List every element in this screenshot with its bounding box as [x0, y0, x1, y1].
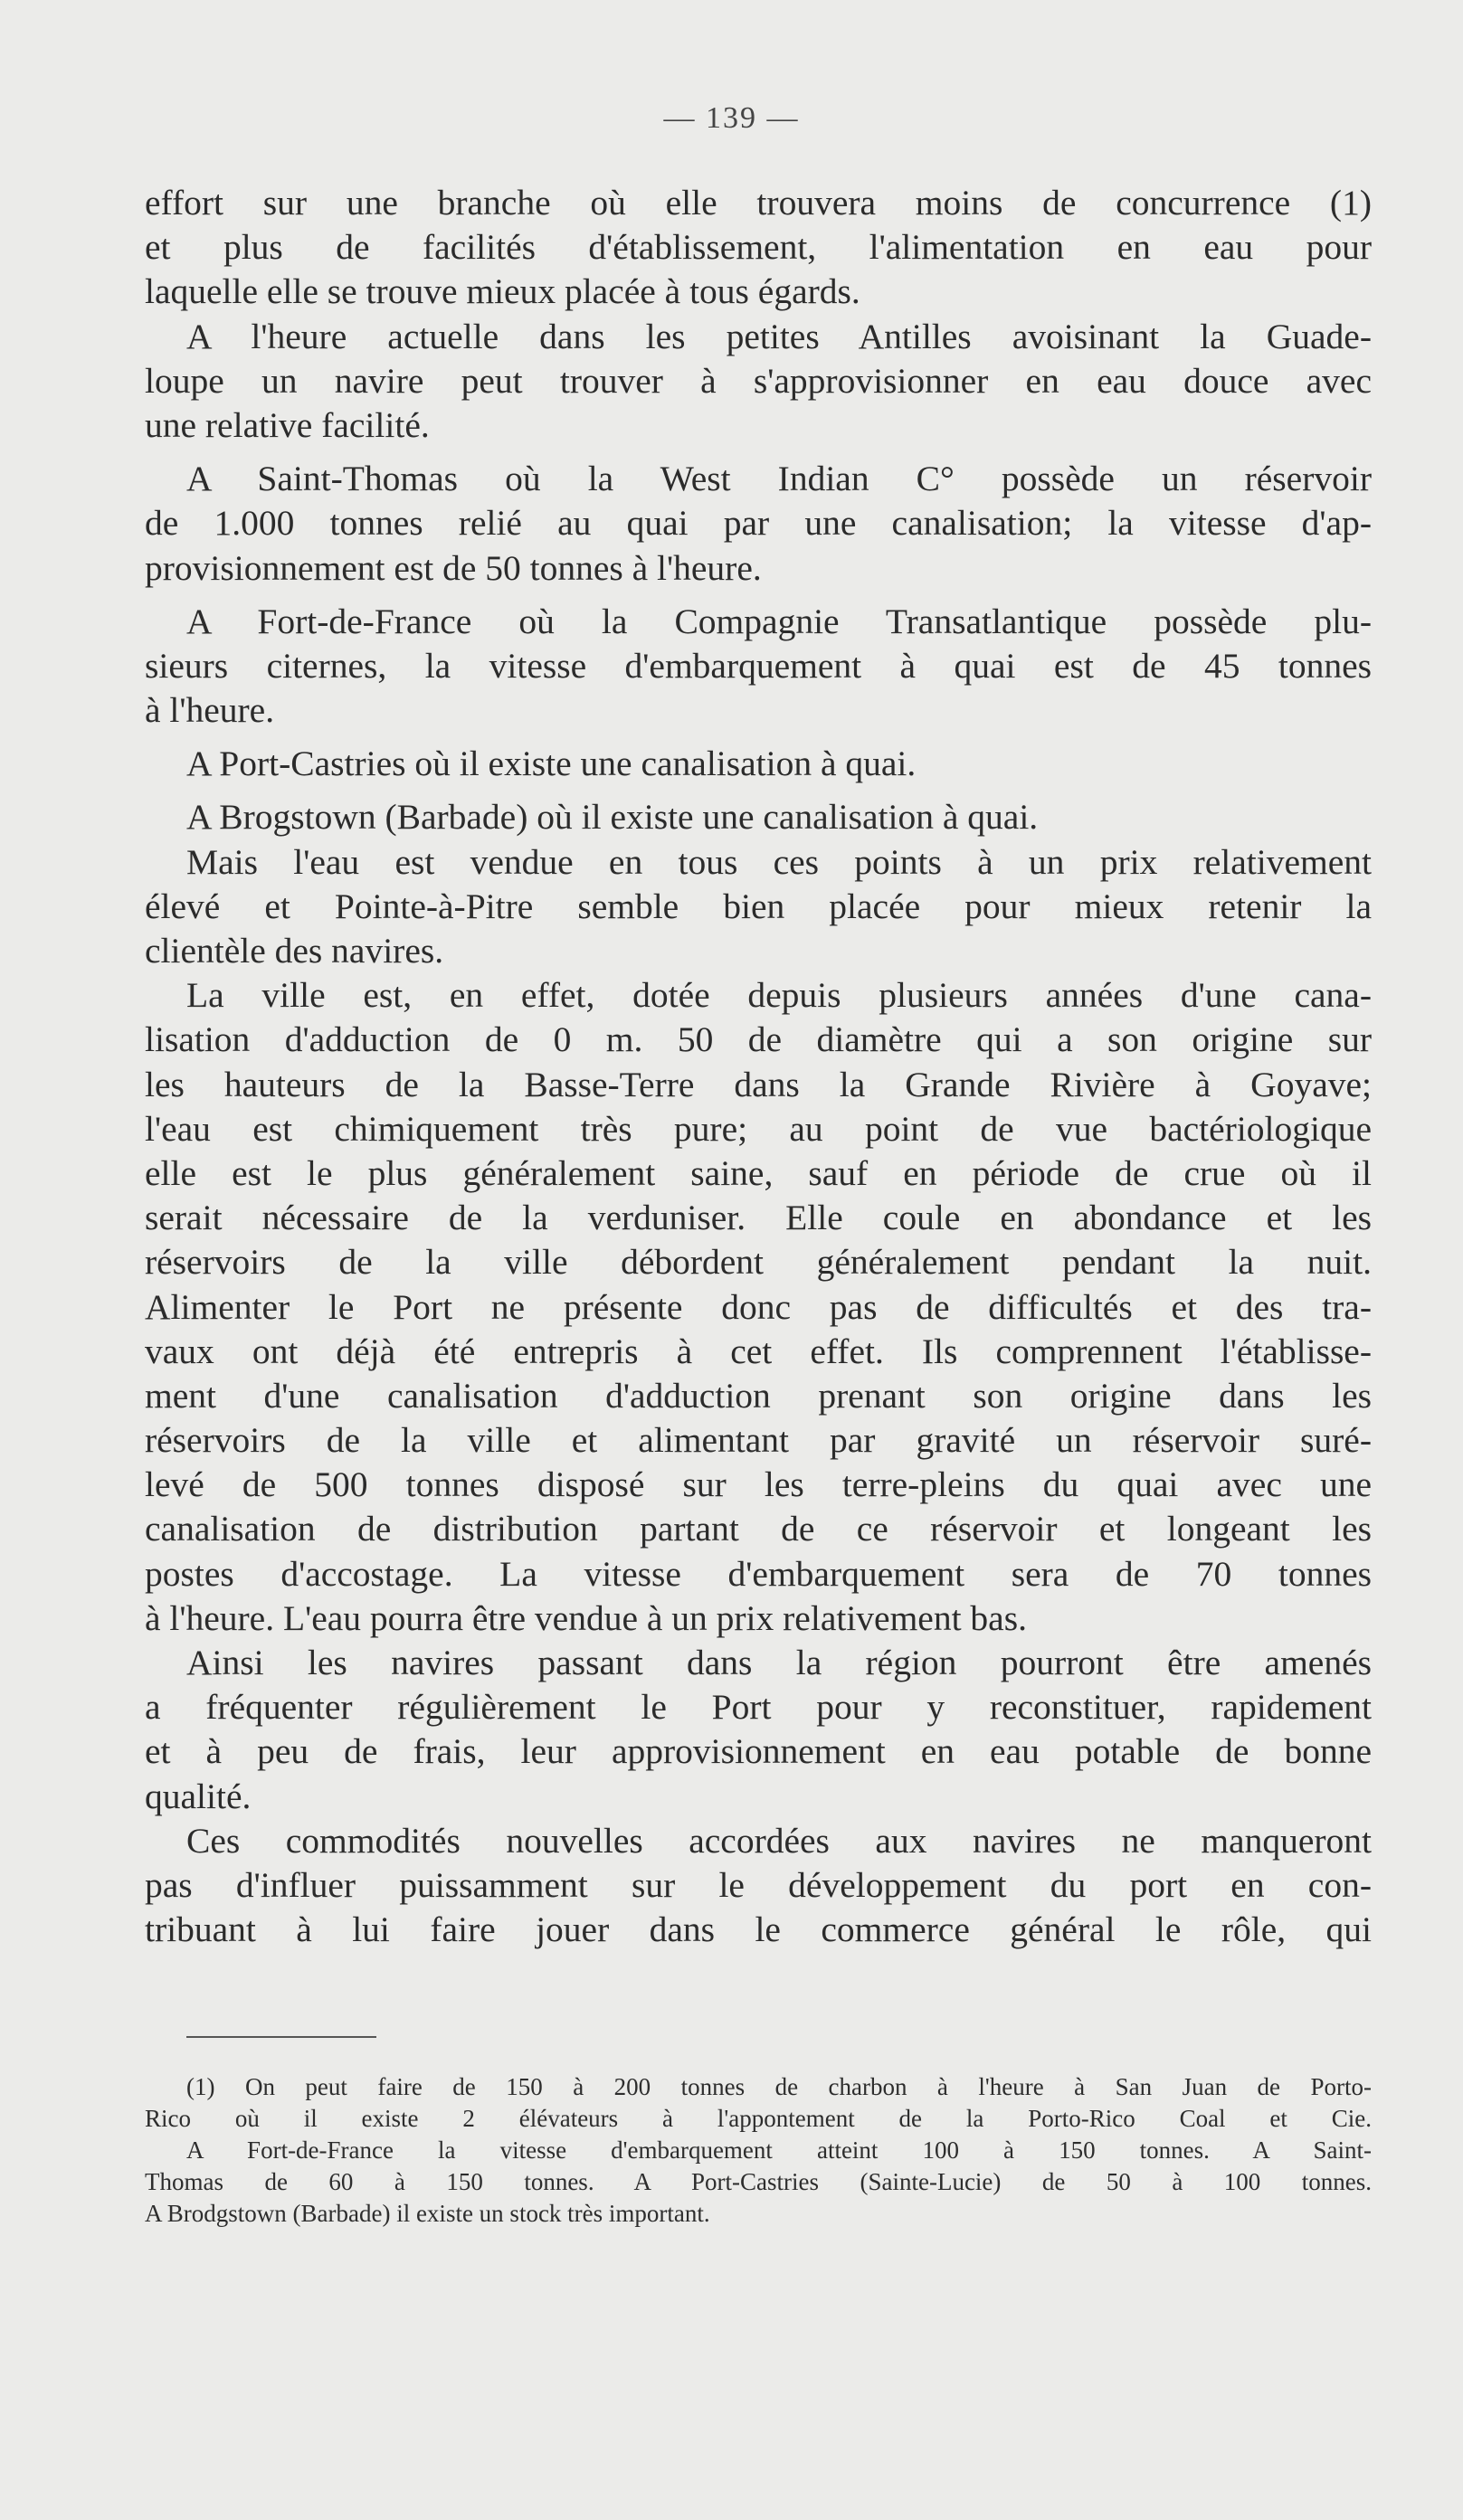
body-line: loupe un navire peut trouver à s'approvisionner en eau douce avec [145, 360, 1372, 401]
body-line: l'eau est chimiquement très pure; au point de vue bactériologique [145, 1108, 1372, 1149]
body-line: A Fort-de-France où la Compagnie Transatlantique possède plu- [186, 601, 1372, 641]
page-number: — 139 — [663, 101, 800, 135]
body-line: réservoirs de la ville débordent généralement pendant la nuit. [145, 1242, 1372, 1283]
body-line: à l'heure. L'eau pourra être vendue à un prix relativement bas. [145, 1597, 1027, 1638]
body-line: pas d'influer puissamment sur le développement du port en con- [145, 1864, 1372, 1905]
body-line: elle est le plus généralement saine, sauf en période de crue où il [145, 1152, 1372, 1193]
body-text [145, 181, 1372, 1952]
body-line: les hauteurs de la Basse-Terre dans la Grande Rivière à Goyave; [145, 1064, 1372, 1104]
body-line: laquelle elle se trouve mieux placée à tous égards. [145, 271, 860, 312]
footnote-line: Rico où il existe 2 élévateurs à l'appontement de la Porto-Rico Coal et Cie. [145, 2105, 1372, 2132]
body-line: tribuant à lui faire jouer dans le commerce général le rôle, qui [145, 1909, 1372, 1950]
body-line: A l'heure actuelle dans les petites Antilles avoisinant la Guade- [186, 316, 1372, 356]
body-line: vaux ont déjà été entrepris à cet effet. Ils comprennent l'établisse- [145, 1331, 1372, 1371]
footnote-line: A Fort-de-France la vitesse d'embarquement atteint 100 à 150 tonnes. A Saint- [186, 2136, 1372, 2164]
body-line: Ces commodités nouvelles accordées aux navires ne manqueront [186, 1820, 1372, 1861]
body-line: effort sur une branche où elle trouvera moins de concurrence (1) [145, 183, 1372, 223]
body-line: élevé et Pointe-à-Pitre semble bien placée pour mieux retenir la [145, 886, 1372, 926]
body-line: lisation d'adduction de 0 m. 50 de diamètre qui a son origine sur [145, 1019, 1372, 1060]
body-line: et à peu de frais, leur approvisionnement en eau potable de bonne [145, 1731, 1372, 1772]
footnotes [145, 2071, 1372, 2230]
body-line: A Saint-Thomas où la West Indian C° possède un réservoir [186, 459, 1372, 499]
body-line: levé de 500 tonnes disposé sur les terre-pleins du quai avec une [145, 1464, 1372, 1505]
body-line: postes d'accostage. La vitesse d'embarquement sera de 70 tonnes [145, 1553, 1372, 1594]
footnote-line: (1) On peut faire de 150 à 200 tonnes de charbon à l'heure à San Juan de Porto- [186, 2073, 1372, 2100]
body-line: a fréquenter régulièrement le Port pour y reconstituer, rapidement [145, 1687, 1372, 1728]
body-line: A Port-Castries où il existe une canalisation à quai. [186, 744, 917, 784]
body-line: Alimenter le Port ne présente donc pas de difficultés et des tra- [145, 1286, 1372, 1327]
body-line: de 1.000 tonnes relié au quai par une canalisation; la vitesse d'ap- [145, 503, 1372, 544]
body-line: A Brogstown (Barbade) où il existe une canalisation à quai. [186, 797, 1039, 838]
body-line: et plus de facilités d'établissement, l'alimentation en eau pour [145, 227, 1372, 268]
body-line: ment d'une canalisation d'adduction prenant son origine dans les [145, 1375, 1372, 1416]
footnote-separator [186, 2036, 376, 2038]
body-line: La ville est, en effet, dotée depuis plusieurs années d'une cana- [186, 975, 1372, 1016]
body-line: à l'heure. [145, 690, 275, 731]
body-line: provisionnement est de 50 tonnes à l'heure. [145, 547, 762, 588]
body-line: qualité. [145, 1776, 252, 1816]
body-line: Ainsi les navires passant dans la région pourront être amenés [186, 1643, 1372, 1682]
body-line: réservoirs de la ville et alimentant par gravité un réservoir suré- [145, 1420, 1372, 1461]
body-line: sieurs citernes, la vitesse d'embarquement à quai est de 45 tonnes [145, 645, 1372, 686]
body-line: serait nécessaire de la verduniser. Elle coule en abondance et les [145, 1198, 1372, 1238]
footnote-line: A Brodgstown (Barbade) il existe un stock très important. [145, 2200, 710, 2227]
body-line: une relative facilité. [145, 404, 430, 445]
footnote-line: Thomas de 60 à 150 tonnes. A Port-Castries (Sainte-Lucie) de 50 à 100 tonnes. [145, 2168, 1372, 2195]
body-line: canalisation de distribution partant de ce réservoir et longeant les [145, 1509, 1372, 1549]
body-line: Mais l'eau est vendue en tous ces points à un prix relativement [186, 841, 1372, 882]
body-line: clientèle des navires. [145, 931, 444, 971]
